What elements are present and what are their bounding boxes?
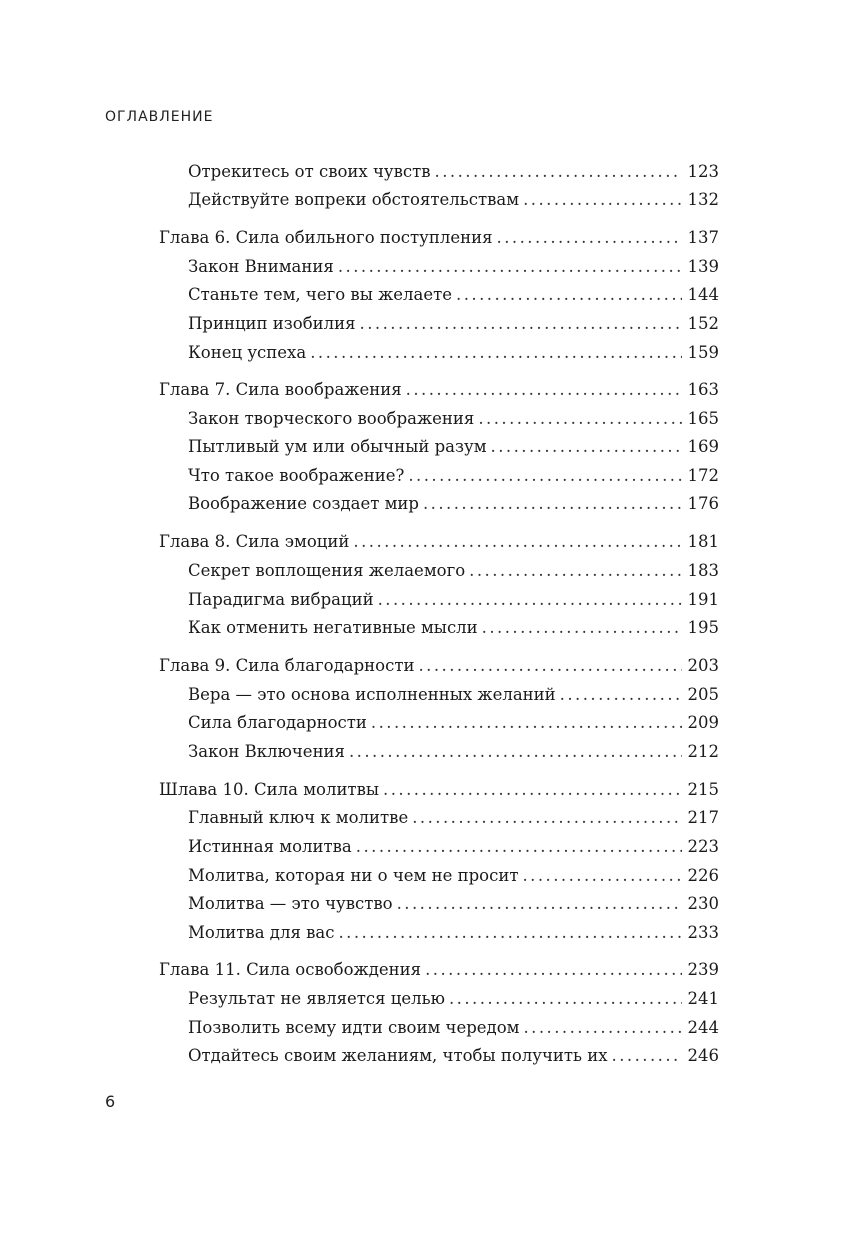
toc-entry <box>188 923 719 943</box>
dot-leader <box>425 960 681 980</box>
toc-entry <box>188 713 719 733</box>
toc-entry-page: 137 <box>687 228 719 247</box>
dot-leader <box>360 314 682 334</box>
toc-entry-title: Закон Внимания <box>188 257 334 276</box>
page-number: 6 <box>105 1092 116 1111</box>
toc-entry-page: 144 <box>687 285 719 304</box>
dot-leader <box>523 1018 681 1038</box>
dot-leader <box>310 343 681 363</box>
dot-leader <box>406 380 682 400</box>
dot-leader <box>560 685 682 705</box>
toc-entry-page: 212 <box>687 742 719 761</box>
dot-leader <box>449 989 682 1009</box>
dot-leader <box>412 808 681 828</box>
toc-entry <box>188 257 719 277</box>
dot-leader <box>522 866 681 886</box>
toc-entry-title: Конец успеха <box>188 343 307 362</box>
toc-entry-title: Сила благодарности <box>188 713 367 732</box>
toc-entry <box>188 618 719 638</box>
toc-entry-title: Глава 11. Сила освобождения <box>159 960 422 979</box>
toc-entry-title: Результат не является целью <box>188 989 445 1008</box>
toc-chapter-entry <box>159 228 719 248</box>
toc-entry-title: Секрет воплощения желаемого <box>188 561 466 580</box>
toc-entry-page: 152 <box>687 314 719 333</box>
toc-entry <box>188 343 719 363</box>
toc-entry <box>188 1018 719 1038</box>
toc-entry-title: Вера — это основа исполненных желаний <box>188 685 556 704</box>
toc-entry <box>188 808 719 828</box>
toc-entry-title: Шлава 10. Сила молитвы <box>159 780 379 799</box>
toc-entry <box>188 894 719 914</box>
toc-entry-title: Что такое воображение? <box>188 466 405 485</box>
toc-entry-page: 209 <box>687 713 719 732</box>
toc-entry <box>188 494 719 514</box>
toc-entry <box>188 837 719 857</box>
toc-entry-title: Глава 7. Сила воображения <box>159 380 402 399</box>
toc-entry-title: Молитва для вас <box>188 923 335 942</box>
toc-entry-title: Главный ключ к молитве <box>188 808 409 827</box>
toc-entry <box>188 190 719 210</box>
toc-entry-page: 239 <box>687 960 719 979</box>
dot-leader <box>482 618 682 638</box>
toc-entry-page: 181 <box>687 532 719 551</box>
toc-entry-page: 223 <box>687 837 719 856</box>
dot-leader <box>408 466 681 486</box>
toc-entry-title: Станьте тем, чего вы желаете <box>188 285 453 304</box>
dot-leader <box>435 162 682 182</box>
toc-entry-title: Закон творческого воображения <box>188 409 475 428</box>
dot-leader <box>349 742 682 762</box>
dot-leader <box>612 1046 682 1066</box>
dot-leader <box>397 894 682 914</box>
toc-entry <box>188 561 719 581</box>
toc-entry <box>188 285 719 305</box>
toc-entry-title: Отрекитесь от своих чувств <box>188 162 431 181</box>
toc-entry-title: Действуйте вопреки обстоятельствам <box>188 190 520 209</box>
toc-entry-page: 215 <box>687 780 719 799</box>
dot-leader <box>497 228 682 248</box>
toc-entry <box>188 1046 719 1066</box>
toc-entry-title: Как отменить негативные мысли <box>188 618 478 637</box>
toc-entry <box>188 989 719 1009</box>
dot-leader <box>478 409 681 429</box>
toc-chapter-entry <box>159 532 719 552</box>
toc-entry-title: Парадигма вибраций <box>188 590 374 609</box>
toc-chapter-entry <box>159 656 719 676</box>
toc-entry-page: 195 <box>687 618 719 637</box>
toc-entry-page: 123 <box>687 162 719 181</box>
running-head-title: ОГЛАВЛЕНИЕ <box>105 109 214 125</box>
toc-chapter-entry <box>159 960 719 980</box>
toc-entry-title: Пытливый ум или обычный разум <box>188 437 487 456</box>
toc-entry-title: Закон Включения <box>188 742 345 761</box>
toc-entry-page: 139 <box>687 257 719 276</box>
toc-entry <box>188 590 719 610</box>
toc-entry-page: 217 <box>687 808 719 827</box>
toc-entry-page: 244 <box>687 1018 719 1037</box>
dot-leader <box>353 532 681 552</box>
toc-entry <box>188 866 719 886</box>
toc-entry-page: 226 <box>687 866 719 885</box>
dot-leader <box>356 837 682 857</box>
dot-leader <box>383 780 682 800</box>
toc-entry-page: 241 <box>687 989 719 1008</box>
toc-entry-title: Глава 8. Сила эмоций <box>159 532 350 551</box>
toc-entry-page: 165 <box>687 409 719 428</box>
toc-entry-title: Глава 6. Сила обильного поступления <box>159 228 493 247</box>
toc-entry-title: Воображение создает мир <box>188 494 419 513</box>
toc-entry-page: 230 <box>687 894 719 913</box>
dot-leader <box>338 257 682 277</box>
toc-entry-title: Истинная молитва <box>188 837 352 856</box>
toc-entry-page: 172 <box>687 466 719 485</box>
toc-entry-title: Молитва — это чувство <box>188 894 393 913</box>
dot-leader <box>469 561 681 581</box>
toc-entry-title: Отдайтесь своим желаниям, чтобы получить их <box>188 1046 608 1065</box>
toc-entry-page: 169 <box>687 437 719 456</box>
toc-entry-page: 191 <box>687 590 719 609</box>
toc-entry-page: 246 <box>687 1046 719 1065</box>
toc-entry-page: 203 <box>687 656 719 675</box>
toc-chapter-entry <box>159 780 719 800</box>
toc-entry-title: Молитва, которая ни о чем не просит <box>188 866 519 885</box>
toc-entry-page: 159 <box>687 343 719 362</box>
toc-entry-title: Глава 9. Сила благодарности <box>159 656 415 675</box>
toc-entry-page: 205 <box>687 685 719 704</box>
toc-entry <box>188 742 719 762</box>
toc-entry <box>188 437 719 457</box>
dot-leader <box>371 713 682 733</box>
dot-leader <box>523 190 681 210</box>
toc-entry-page: 163 <box>687 380 719 399</box>
toc-entry-page: 132 <box>687 190 719 209</box>
toc-entry-page: 183 <box>687 561 719 580</box>
toc-chapter-entry <box>159 380 719 400</box>
toc-entry-title: Позволить всему идти своим чередом <box>188 1018 520 1037</box>
dot-leader <box>418 656 681 676</box>
toc-entry-title: Принцип изобилия <box>188 314 356 333</box>
dot-leader <box>491 437 682 457</box>
dot-leader <box>338 923 681 943</box>
dot-leader <box>456 285 681 305</box>
toc-entry <box>188 162 719 182</box>
toc-entry <box>188 685 719 705</box>
toc-entry <box>188 409 719 429</box>
toc-entry-page: 176 <box>687 494 719 513</box>
dot-leader <box>423 494 682 514</box>
toc-entry <box>188 314 719 334</box>
toc-entry <box>188 466 719 486</box>
toc-entry-page: 233 <box>687 923 719 942</box>
dot-leader <box>378 590 682 610</box>
